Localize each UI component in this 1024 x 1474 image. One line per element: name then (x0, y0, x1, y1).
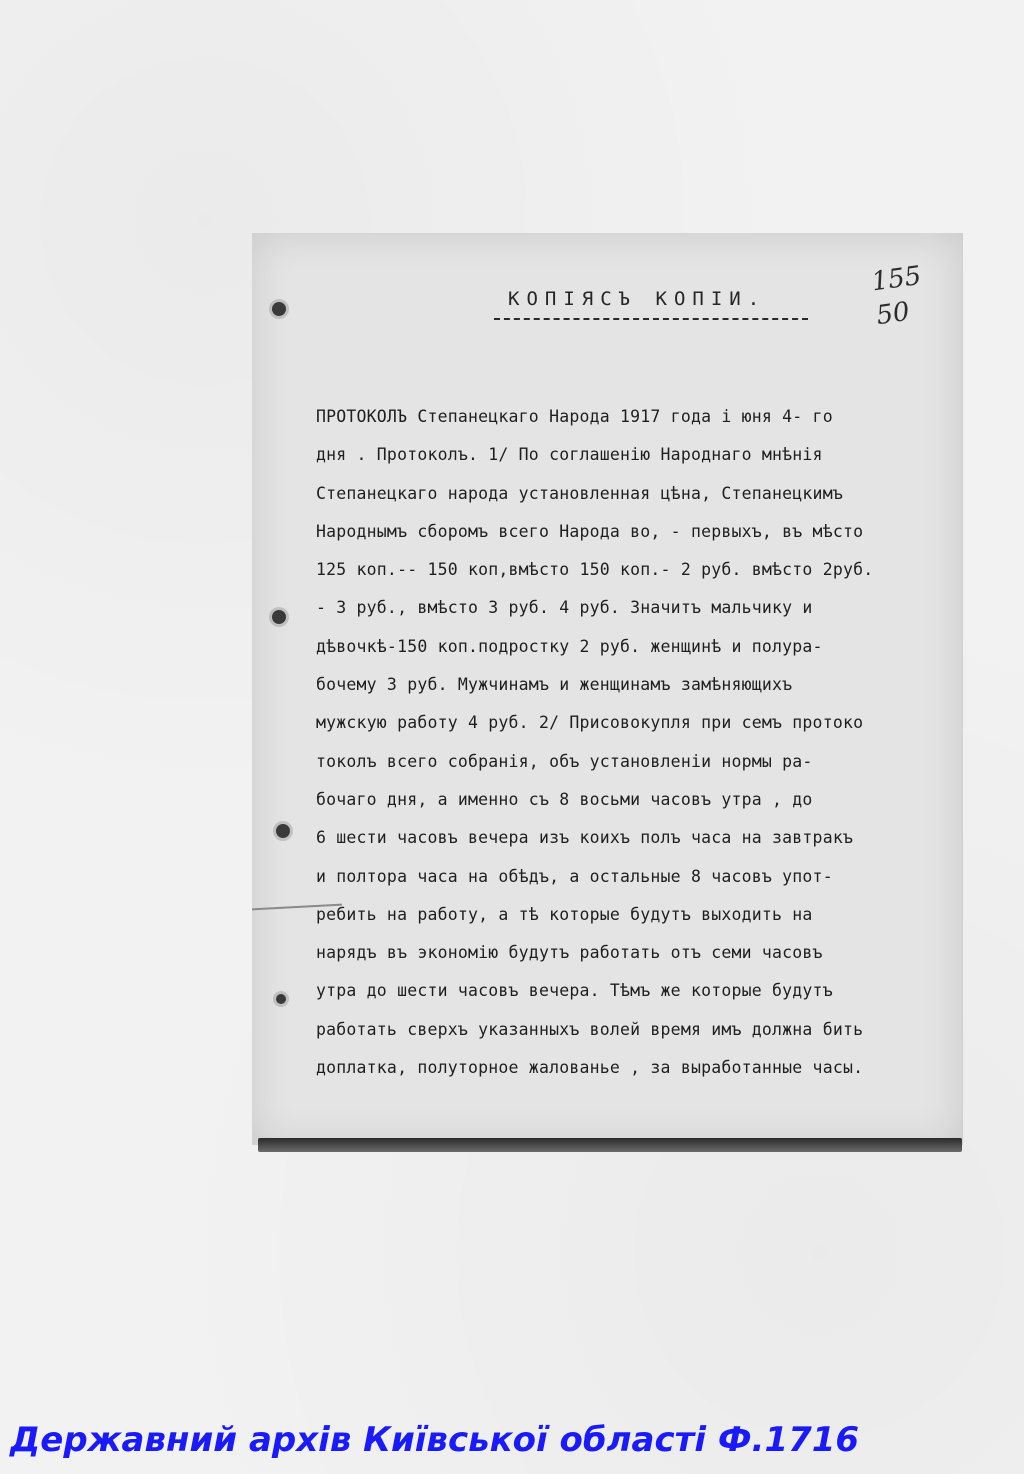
punch-hole (272, 302, 286, 316)
text-line: дѣвочкѣ-150 коп.подростку 2 руб. женщинѣ и полура- (316, 636, 823, 656)
text-line: - 3 руб., вмѣсто 3 руб. 4 руб. Значитъ мальчику и (316, 598, 813, 618)
page-edge-shadow (258, 1138, 962, 1152)
document-title: КОПІЯСЪ КОПІИ. (508, 288, 767, 310)
punch-hole (272, 610, 286, 624)
punch-hole (276, 824, 290, 838)
text-line: дня . Протоколъ. 1/ По соглашенію Народнаго мнѣнія (316, 445, 823, 465)
text-line: ПРОТОКОЛЪ Степанецкаго Народа 1917 года і юня 4- го (316, 407, 833, 426)
text-line: токолъ всего собранія, объ установленіи нормы ра- (316, 751, 813, 771)
text-line: утра до шести часовъ вечера. Тѣмъ же которые будутъ (316, 981, 833, 1001)
text-line: доплатка, полуторное жалованье , за выработанные часы. (316, 1058, 864, 1078)
text-line: 6 шести часовъ вечера изъ коихъ полъ часа на завтракъ (316, 828, 854, 848)
text-line: работать сверхъ указанныхъ волей время имъ должна бить (316, 1019, 864, 1039)
handwritten-folio-number (870, 259, 929, 333)
title-underline (494, 318, 808, 320)
text-line: 125 коп.-- 150 коп,вмѣсто 150 коп.- 2 руб. вмѣсто 2руб. (316, 560, 874, 580)
text-line: и полтора часа на обѣдъ, а остальные 8 часовъ упот- (316, 866, 833, 886)
text-line: ребить на работу, а тѣ которые будутъ выходить на (316, 904, 813, 924)
text-line: Степанецкаго народа установленная цѣна, Степанецкимъ (316, 483, 843, 503)
text-line: бочаго дня, а именно съ 8 восьми часовъ утра , до (316, 789, 813, 809)
text-line: нарядъ въ экономію будутъ работать отъ семи часовъ (316, 943, 823, 963)
punch-hole (276, 994, 286, 1004)
folio-number-text: 155 50 (869, 260, 924, 332)
text-line: мужскую работу 4 руб. 2/ Присовокупля при семъ протоко (316, 713, 864, 733)
protocol-body (316, 398, 956, 1087)
text-line: бочему 3 руб. Мужчинамъ и женщинамъ замѣняющихъ (316, 675, 793, 695)
archive-caption: Державний архів Київської області Ф.1716 (10, 1420, 860, 1460)
text-line: Народнымъ сборомъ всего Народа во, - первыхъ, въ мѣсто (316, 521, 864, 541)
